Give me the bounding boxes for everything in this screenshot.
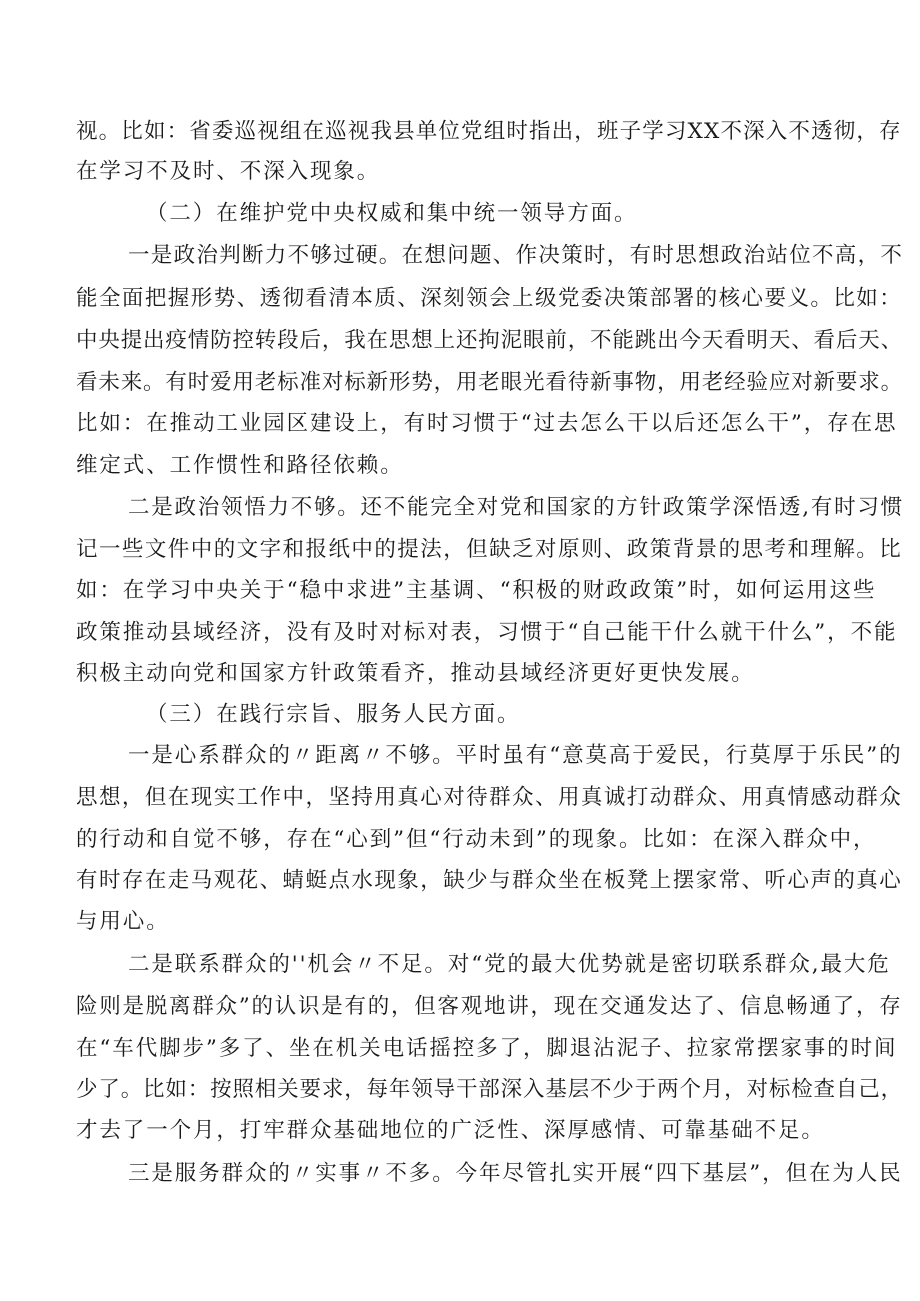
text-line: 在“车代脚步”多了、坐在机关电话摇控多了，脚退沾泥子、拉家常摆家事的时间 [76, 1036, 898, 1061]
text-line: 视。比如：省委巡视组在巡视我县单位党组时指出，班子学习XX不深入不透彻，存 [76, 119, 902, 144]
text-line: 有时存在走马观花、蜻蜓点水现象，缺少与群众坐在板凳上摆家常、听心声的真心 [76, 868, 903, 893]
text-line: 如：在学习中央关于“稳中求进”主基调、“积极的财政政策”时，如何运用这些 [76, 578, 877, 603]
text-line: 思想，但在现实工作中，坚持用真心对待群众、用真诚打动群众、用真情感动群众 [76, 785, 903, 810]
text-line: 三是服务群众的〃实事〃不多。今年尽管扎实开展“四下基层”，但在为人民 [128, 1161, 903, 1186]
text-line: 险则是脱离群众”的认识是有的，但客观地讲，现在交通发达了、信息畅通了，存 [76, 994, 903, 1019]
text-line: 积极主动向党和国家方针政策看齐，推动县域经济更好更快发展。 [76, 661, 755, 686]
text-line: 比如：在推动工业园区建设上，有时习惯于“过去怎么干以后还怎么干”，存在思 [76, 411, 898, 436]
text-line: 的行动和自觉不够，存在“心到”但“行动未到”的现象。比如：在深入群众中， [76, 827, 877, 852]
text-line: 看未来。有时爱用老标准对标新形势，用老眼光看待新事物，用老经验应对新要求。 [76, 370, 903, 395]
text-line: 维定式、工作惯性和路径依赖。 [76, 453, 404, 478]
text-line: 二是政治领悟力不够。还不能完全对党和国家的方针政策学深悟透,有时习惯 [128, 495, 904, 520]
text-line: 才去了一个月，打牢群众基础地位的广泛性、深厚感情、可靠基础不足。 [76, 1118, 825, 1143]
text-line: 二是联系群众的''机会〃不足。对“党的最大优势就是密切联系群众,最大危 [128, 952, 891, 977]
text-line: 记一些文件中的文字和报纸中的提法，但缺乏对原则、政策背景的思考和理解。比 [76, 537, 903, 562]
text-line: 能全面把握形势、透彻看清本质、深刻领会上级党委决策部署的核心要义。比如： [76, 286, 903, 311]
text-line: 政策推动县域经济，没有及时对标对表，习惯于“自己能干什么就干什么”，不能 [76, 620, 898, 645]
text-line: 一是政治判断力不够过硬。在想问题、作决策时，有时思想政治站位不高，不 [128, 243, 904, 268]
section-heading: （三）在践行宗旨、服务人民方面。 [146, 702, 521, 727]
section-heading: （二）在维护党中央权威和集中统一领导方面。 [146, 201, 638, 226]
text-line: 少了。比如：按照相关要求，每年领导干部深入基层不少于两个月，对标检查自己， [76, 1077, 903, 1102]
text-line: 中央提出疫情防控转段后，我在思想上还拘泥眼前，不能跳出今天看明天、看后天、 [76, 328, 903, 353]
text-line: 与用心。 [76, 909, 170, 934]
text-line: 在学习不及时、不深入现象。 [76, 159, 381, 184]
text-line: 一是心系群众的〃距离〃不够。平时虽有“意莫高于爱民，行莫厚于乐民”的 [128, 743, 903, 768]
